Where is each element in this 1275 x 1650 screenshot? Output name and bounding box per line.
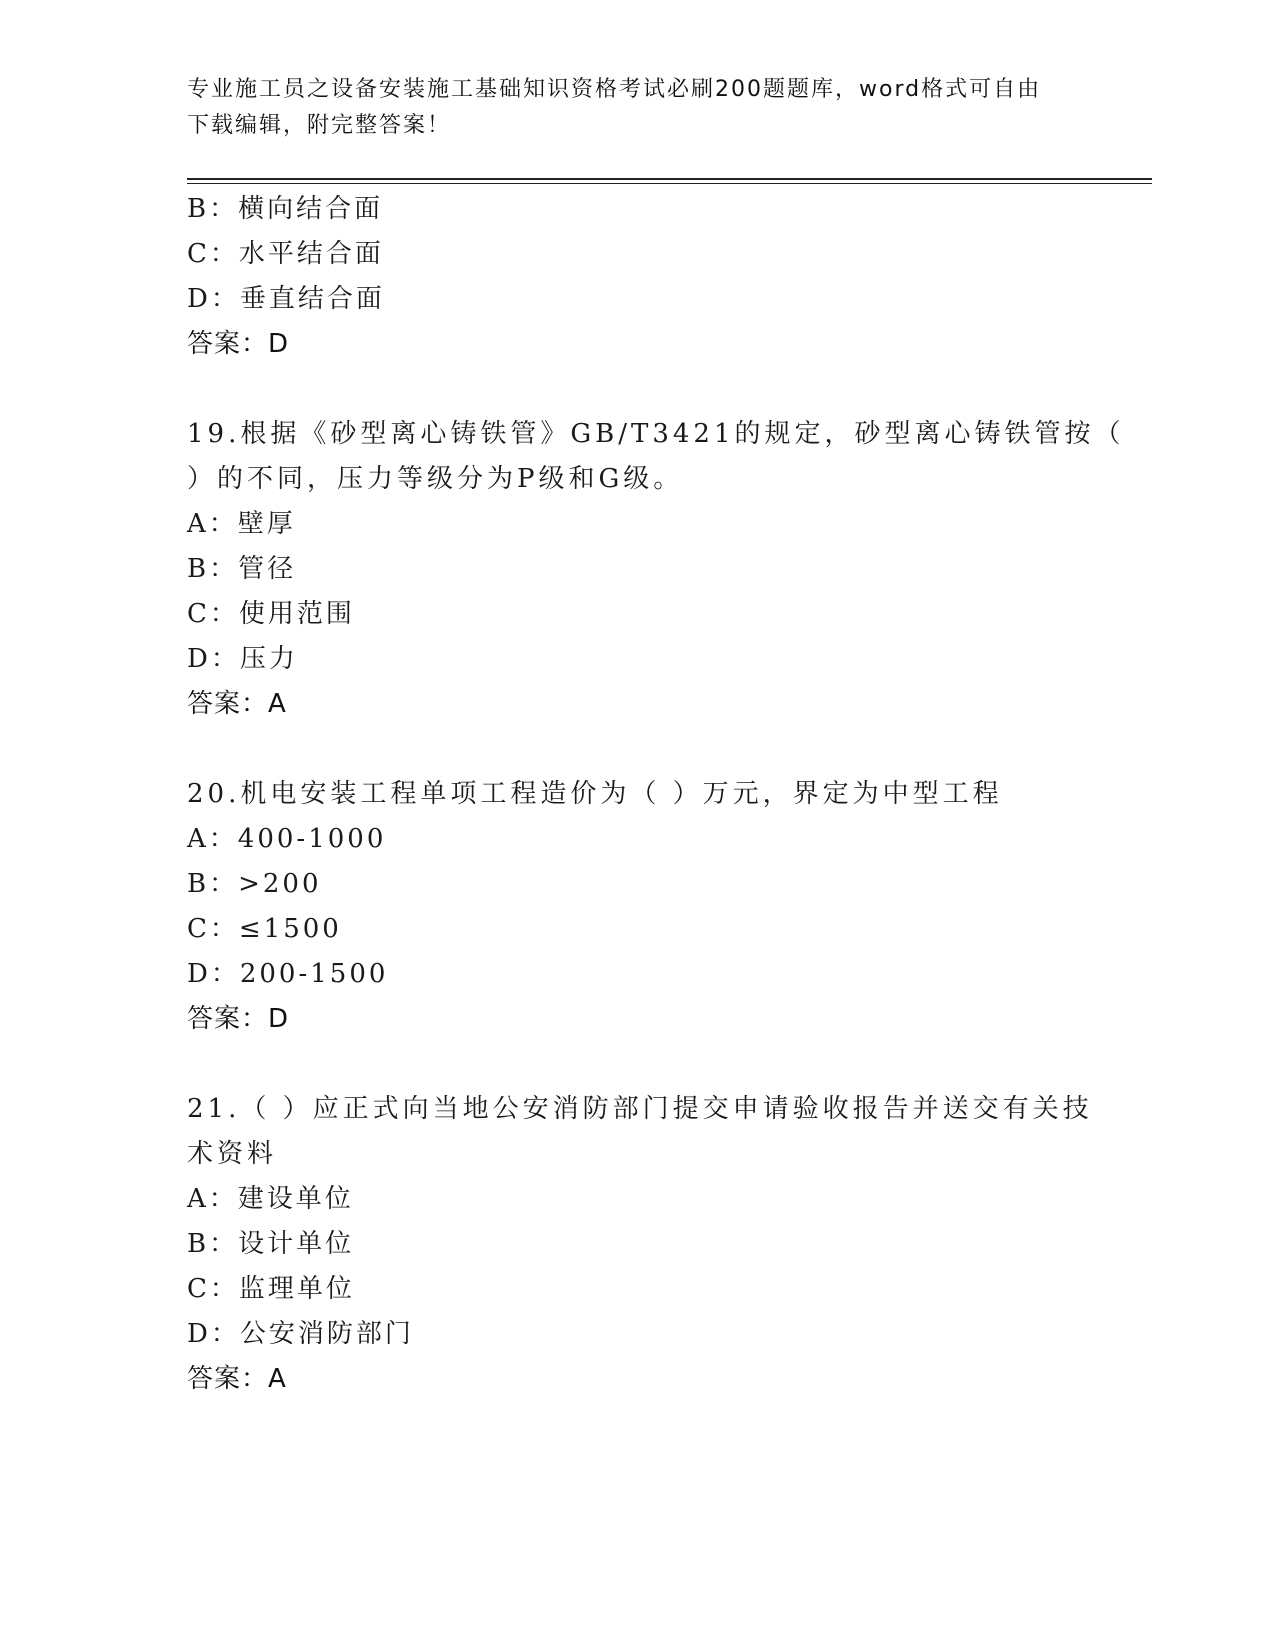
q21-answer: 答案：A [187, 1364, 287, 1394]
q19-question-line-2: ）的不同，压力等级分为P级和G级。 [187, 464, 684, 494]
q20-option-c: C：≤1500 [187, 914, 342, 944]
q20-answer: 答案：D [187, 1004, 290, 1034]
q18-option-b: B：横向结合面 [187, 194, 384, 224]
header-divider [187, 178, 1152, 184]
q21-question-line-1: 21.（ ）应正式向当地公安消防部门提交申请验收报告并送交有关技 [187, 1094, 1093, 1124]
q19-question-line-1: 19.根据《砂型离心铸铁管》GB/T3421的规定，砂型离心铸铁管按（ [187, 419, 1125, 449]
q21-question-line-2: 术资料 [187, 1139, 278, 1169]
q18-option-d: D：垂直结合面 [187, 284, 385, 314]
q21-option-d: D：公安消防部门 [187, 1319, 414, 1349]
q18-option-c: C：水平结合面 [187, 239, 384, 269]
header-title-line-2: 下载编辑，附完整答案！ [187, 113, 452, 138]
q21-option-b: B：设计单位 [187, 1229, 355, 1259]
q19-option-a: A：壁厚 [187, 509, 296, 539]
document-header [187, 72, 1087, 144]
q18-answer: 答案：D [187, 329, 290, 359]
q20-option-d: D：200-1500 [187, 959, 389, 989]
q19-answer: 答案：A [187, 689, 287, 719]
q19-option-b: B：管径 [187, 554, 297, 584]
q20-question-line-1: 20.机电安装工程单项工程造价为（ ）万元，界定为中型工程 [187, 779, 1003, 809]
q20-option-b: B：>200 [187, 869, 322, 899]
q21-option-a: A：建设单位 [187, 1184, 354, 1214]
header-title-line-1: 专业施工员之设备安装施工基础知识资格考试必刷200题题库，word格式可自由 [187, 77, 1042, 102]
q20-option-a: A：400-1000 [187, 824, 387, 854]
q19-option-d: D：压力 [187, 644, 298, 674]
q19-option-c: C：使用范围 [187, 599, 355, 629]
q21-option-c: C：监理单位 [187, 1274, 355, 1304]
